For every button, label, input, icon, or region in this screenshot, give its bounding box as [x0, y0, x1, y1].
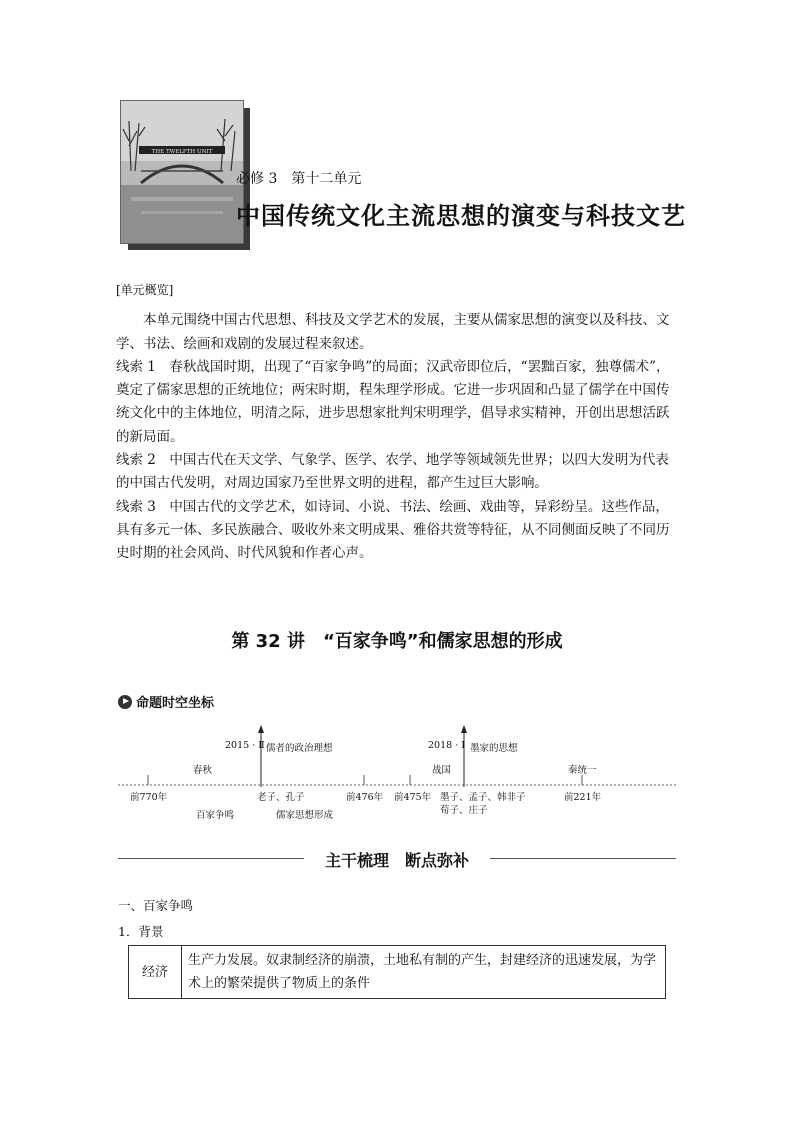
- clue-2: 线索 2 中国古代在天文学、气象学、医学、农学、地学等领域领先世界；以四大发明为代表的中国古代发明，对周边国家乃至世界文明的进程，都产生过巨大影响。: [116, 452, 669, 492]
- overview-intro: 本单元围绕中国古代思想、科技及文学艺术的发展，主要从儒家思想的演变以及科技、文学、书法、绘画和戏剧的发展过程来叙述。: [116, 312, 670, 352]
- date-221: 前221年: [564, 792, 602, 803]
- main-divider-title: 主干梳理 断点弥补: [324, 851, 469, 870]
- confucianism-formed: 儒家思想形成: [276, 810, 334, 821]
- exam-year-2015: 2015 · Ⅱ: [225, 740, 265, 751]
- table-text-cell: 生产力发展。奴隶制经济的崩溃，土地私有制的产生，封建经济的迅速发展，为学术上的繁荣提供了物质上的条件: [182, 946, 666, 999]
- background-table: [128, 945, 666, 999]
- era-spring-autumn: 春秋: [193, 765, 213, 776]
- banner-photo: [120, 100, 244, 244]
- banner-caption: THE TWELFTH UNIT: [151, 149, 213, 155]
- hundred-schools: 百家争鸣: [196, 810, 235, 821]
- timeline-section-label: 命题时空坐标: [136, 696, 215, 711]
- mozi-mencius-hanfeizi: 墨子、孟子、韩非子: [440, 792, 526, 803]
- laozi-confucius: 老子、孔子: [257, 792, 305, 803]
- overview-block: [116, 279, 678, 566]
- timeline-section-heading: [118, 692, 214, 711]
- clue-3: 线索 3 中国古代的文学艺术，如诗词、小说、书法、绘画、戏曲等，异彩纷呈。这些作品，具有多元一体、多民族融合、吸收外来文明成果、雅俗共赏等特征，从不同侧面反映了不同历史时期的社会风尚、时代风貌和作者心声。: [116, 498, 670, 562]
- lecture-title: 第 32 讲 “百家争鸣”和儒家思想的形成: [231, 631, 563, 652]
- clue-1: 线索 1 春秋战国时期，出现了“百家争鸣”的局面；汉武帝即位后，“罢黜百家，独尊儒术”，奠定了儒家思想的正统地位；两宋时期，程朱理学形成。它进一步巩固和凸显了儒学在中国传统文化中的主体地位，明清之际，进步思想家批判宋明理学，倡导求实精神，开创出思想活跃的新局面。: [116, 358, 670, 445]
- sub-one-heading: 1．背景: [118, 924, 164, 939]
- exam-topic-2018: 墨家的思想: [470, 743, 518, 754]
- table-row: [129, 946, 666, 999]
- era-warring-states: 战国: [432, 765, 452, 776]
- play-circle-icon: [118, 695, 132, 709]
- xunzi-zhuangzi: 荀子、庄子: [440, 805, 488, 816]
- section-one-heading: 一、百家争鸣: [118, 898, 194, 913]
- table-label-cell: 经济: [129, 946, 182, 999]
- unit-title: 中国传统文化主流思想的演变与科技文艺: [236, 202, 686, 230]
- date-770: 前770年: [130, 792, 168, 803]
- exam-topic-2015: 儒者的政治理想: [266, 743, 333, 754]
- date-475: 前475年: [394, 792, 432, 803]
- timeline-graphic: [0, 715, 794, 825]
- exam-year-2018: 2018 · Ⅰ: [428, 740, 465, 751]
- overview-heading: [单元概览]: [116, 283, 174, 297]
- bridge-photo-graphic: [121, 101, 243, 243]
- era-qin-unification: 秦统一: [568, 765, 597, 776]
- date-476: 前476年: [346, 792, 384, 803]
- unit-subtitle: 必修 3 第十二单元: [236, 171, 362, 187]
